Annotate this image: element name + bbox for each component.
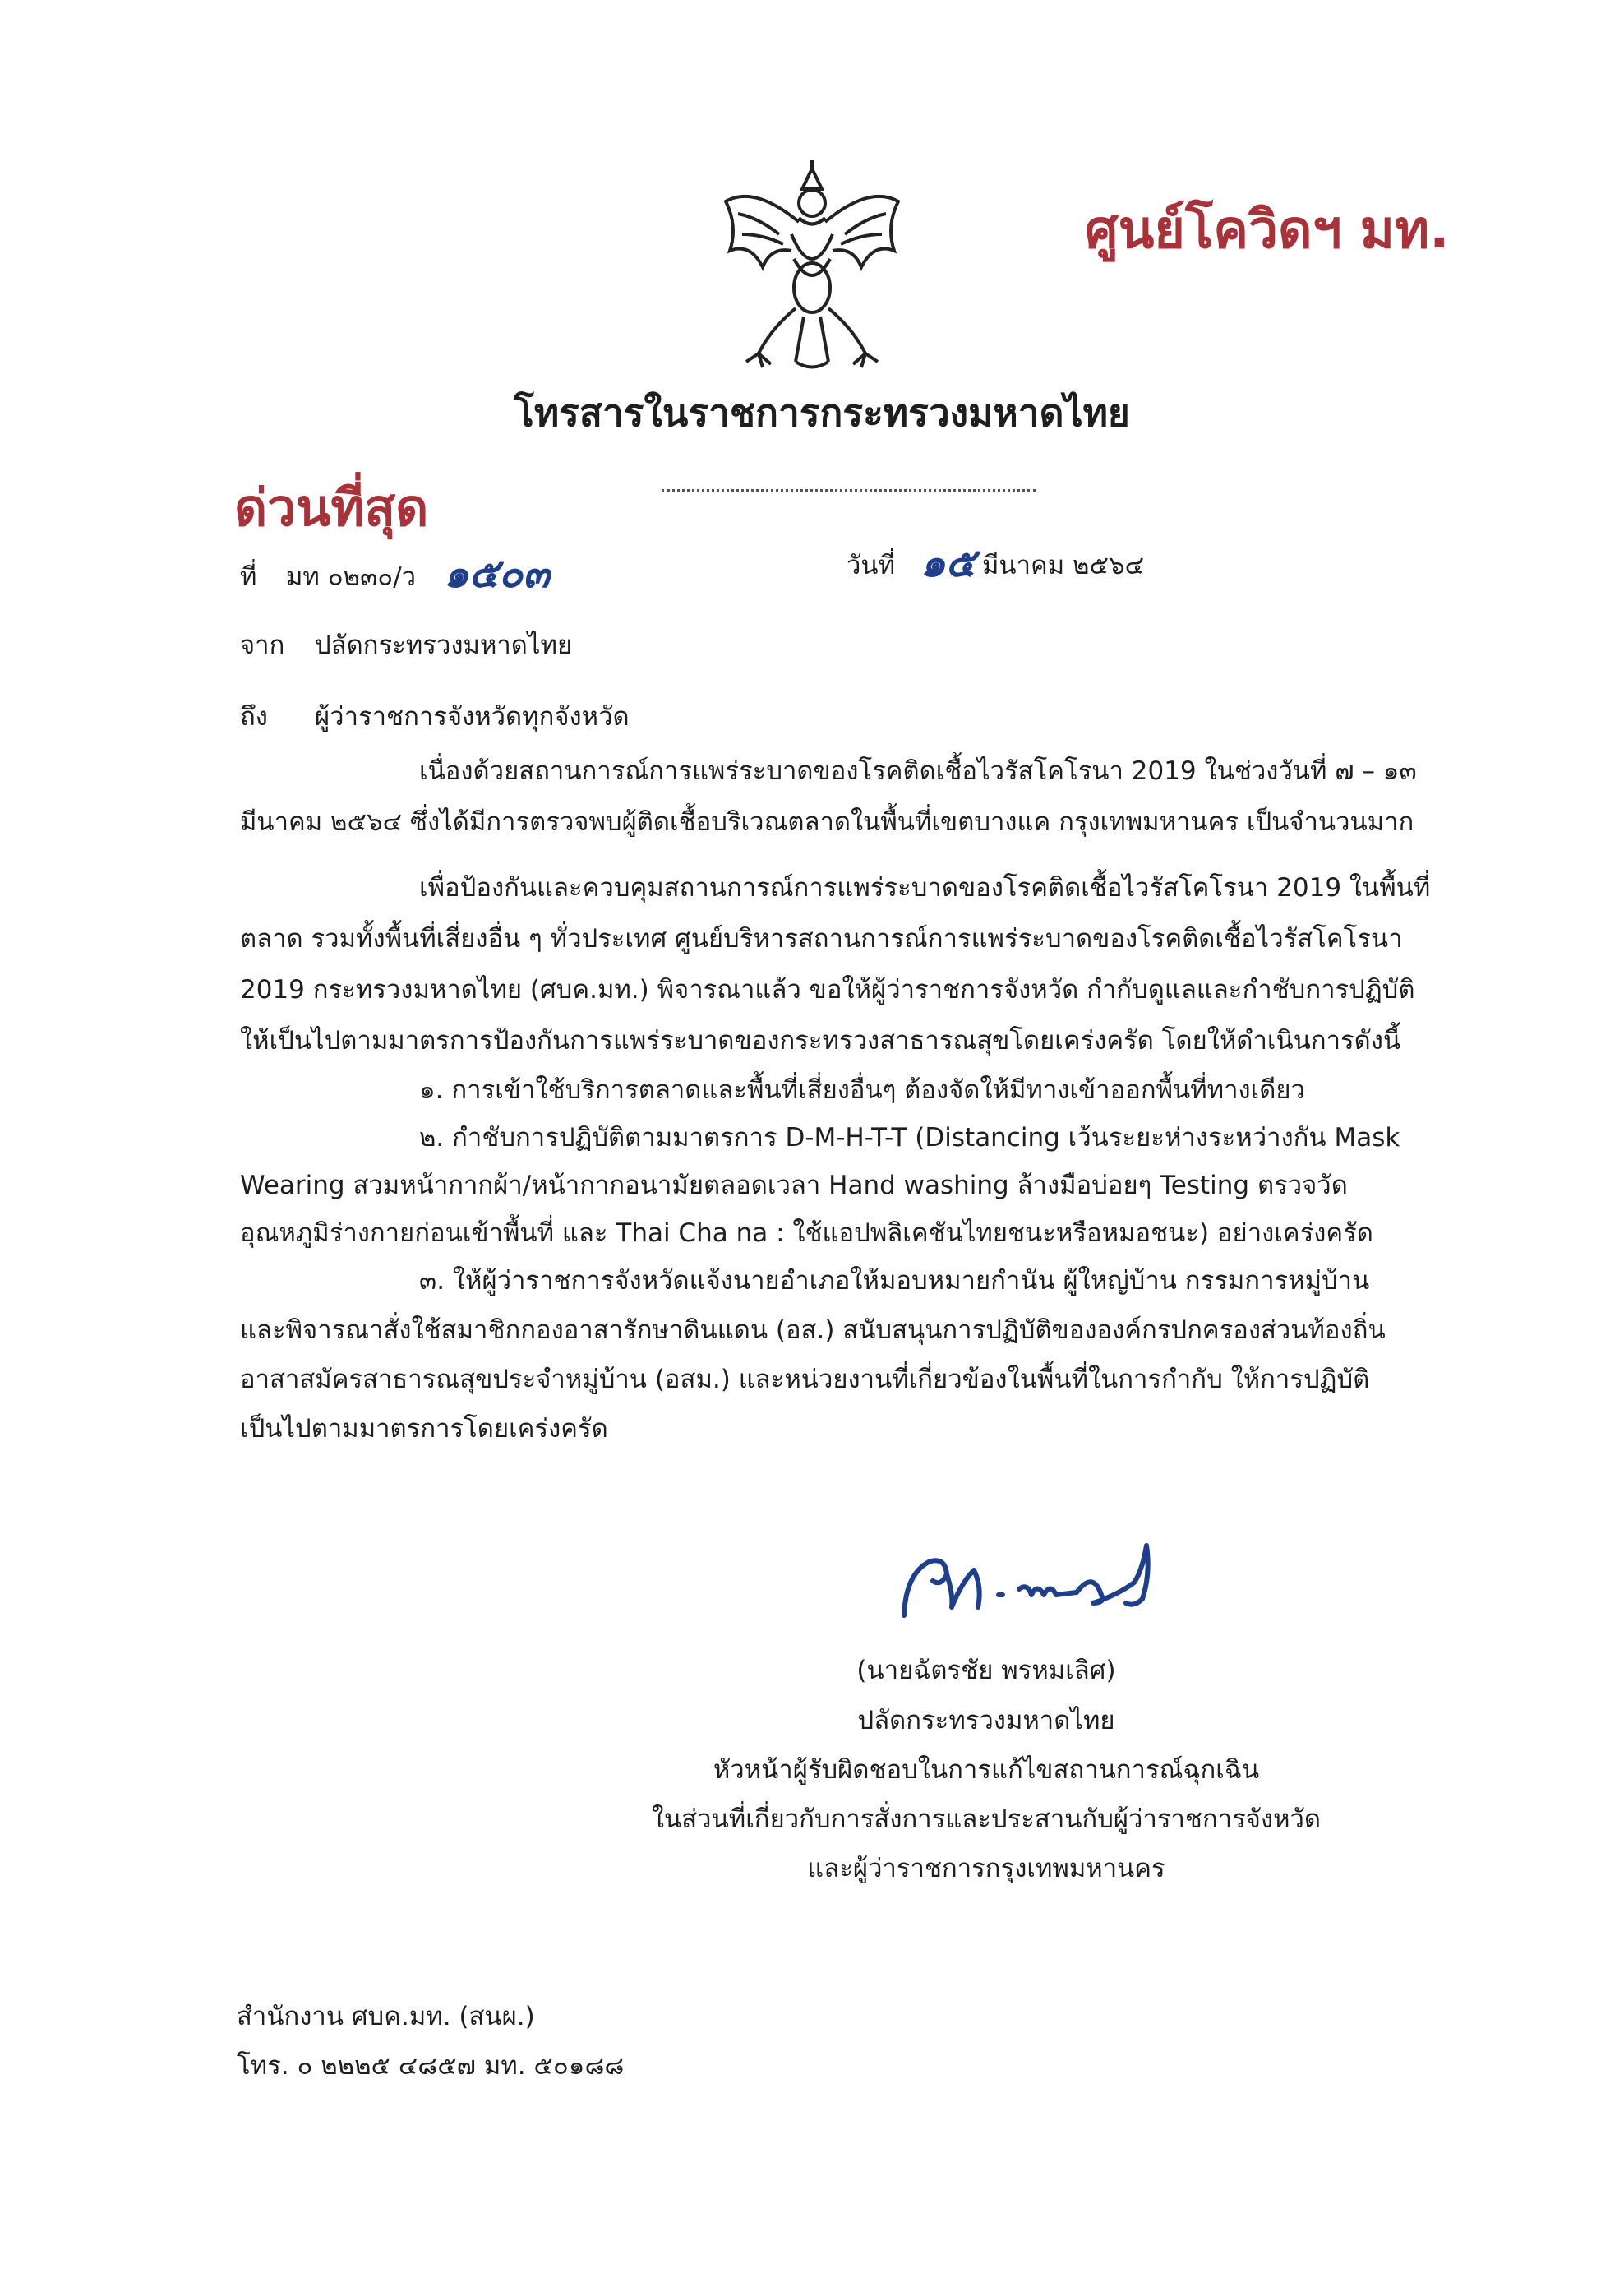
signatory-title: หัวหน้าผู้รับผิดชอบในการแก้ไขสถานการณ์ฉุกเฉิน	[713, 1755, 1260, 1785]
date-day: ๑๕	[920, 540, 976, 586]
reference-prefix: มท ๐๒๓๐/ว	[286, 562, 417, 592]
date-label: วันที่	[847, 551, 896, 580]
signatory-name: (นายฉัตรชัย พรหมเลิศ)	[856, 1656, 1116, 1685]
paragraph-2-line: ให้เป็นไปตามมาตรการป้องกันการแพร่ระบาดของกระทรวงสาธารณสุขโดยเคร่งครัด โดยให้ดำเนินการดังนี้	[240, 1026, 1401, 1056]
footer-phone: โทร. ๐ ๒๒๒๕ ๔๘๕๗ มท. ๕๐๑๘๘	[237, 2051, 625, 2081]
reference-number: ๑๕๐๓	[444, 551, 550, 597]
item-2-line: ๒. กำชับการปฏิบัติตามมาตรการ D-M-H-T-T (Distancing เว้นระยะห่างระหว่างกัน Mask	[419, 1123, 1400, 1153]
footer-office: สำนักงาน ศบค.มท. (สนผ.)	[237, 2002, 535, 2031]
paragraph-1-line: เนื่องด้วยสถานการณ์การแพร่ระบาดของโรคติดเชื้อไวรัสโคโรนา 2019 ในช่วงวันที่ ๗ – ๑๓	[419, 756, 1417, 786]
from-value: ปลัดกระทรวงมหาดไทย	[315, 631, 573, 660]
paragraph-2-line: 2019 กระทรวงมหาดไทย (ศบค.มท.) พิจารณาแล้ว ขอให้ผู้ว่าราชการจังหวัด กำกับดูแลและกำชับการปฏิบัติ	[240, 975, 1415, 1005]
item-1-line: ๑. การเข้าใช้บริการตลาดและพื้นที่เสี่ยงอื่นๆ ต้องจัดให้มีทางเข้าออกพื้นที่ทางเดียว	[419, 1075, 1305, 1105]
paragraph-2-line: ตลาด รวมทั้งพื้นที่เสี่ยงอื่น ๆ ทั่วประเทศ ศูนย์บริหารสถานการณ์การแพร่ระบาดของโรคติดเชื้อไวรัสโคโรนา	[240, 924, 1403, 954]
signatory-title: และผู้ว่าราชการกรุงเทพมหานคร	[807, 1854, 1165, 1883]
item-3-line: อาสาสมัครสาธารณสุขประจำหมู่บ้าน (อสม.) และหน่วยงานที่เกี่ยวข้องในพื้นที่ในการกำกับ ให้การปฏิบัติ	[240, 1365, 1370, 1394]
item-2-line: Wearing สวมหน้ากากผ้า/หน้ากากอนามัยตลอดเวลา Hand washing ล้างมือบ่อยๆ Testing ตรวจวัด	[240, 1171, 1348, 1200]
header-dotted-line	[662, 489, 1036, 492]
item-2-line: อุณหภูมิร่างกายก่อนเข้าพื้นที่ และ Thai Cha na : ใช้แอปพลิเคชันไทยชนะหรือหมอชนะ) อย่างเคร่งครัด	[240, 1218, 1373, 1248]
paragraph-2-line: เพื่อป้องกันและควบคุมสถานการณ์การแพร่ระบาดของโรคติดเชื้อไวรัสโคโรนา 2019 ในพื้นที่	[419, 873, 1431, 903]
document-header: โทรสารในราชการกระทรวงมหาดไทย	[514, 390, 1130, 435]
covid-center-stamp: ศูนย์โควิดฯ มท.	[1085, 200, 1450, 261]
to-label: ถึง	[240, 702, 268, 732]
item-3-line: และพิจารณาสั่งใช้สมาชิกกองอาสารักษาดินแดน (อส.) สนับสนุนการปฏิบัติขององค์กรปกครองส่วนท้องถิ่น	[240, 1315, 1386, 1345]
from-label: จาก	[240, 631, 285, 660]
signatory-title: ในส่วนที่เกี่ยวกับการสั่งการและประสานกับผู้ว่าราชการจังหวัด	[651, 1804, 1322, 1834]
urgency-stamp: ด่วนที่สุด	[234, 478, 429, 538]
handwritten-signature	[896, 1525, 1175, 1632]
garuda-emblem	[713, 152, 911, 374]
paragraph-1-line: มีนาคม ๒๕๖๔ ซึ่งได้มีการตรวจพบผู้ติดเชื้อบริเวณตลาดในพื้นที่เขตบางแค กรุงเทพมหานคร เป็นจำนวนมาก	[240, 807, 1414, 837]
item-3-line: ๓. ให้ผู้ว่าราชการจังหวัดแจ้งนายอำเภอให้มอบหมายกำนัน ผู้ใหญ่บ้าน กรรมการหมู่บ้าน	[419, 1266, 1370, 1296]
signatory-title: ปลัดกระทรวงมหาดไทย	[857, 1706, 1115, 1735]
item-3-line: เป็นไปตามมาตรการโดยเคร่งครัด	[240, 1414, 608, 1444]
to-value: ผู้ว่าราชการจังหวัดทุกจังหวัด	[315, 702, 630, 732]
reference-label: ที่	[240, 562, 257, 592]
date-month-year: มีนาคม ๒๕๖๔	[982, 551, 1145, 580]
